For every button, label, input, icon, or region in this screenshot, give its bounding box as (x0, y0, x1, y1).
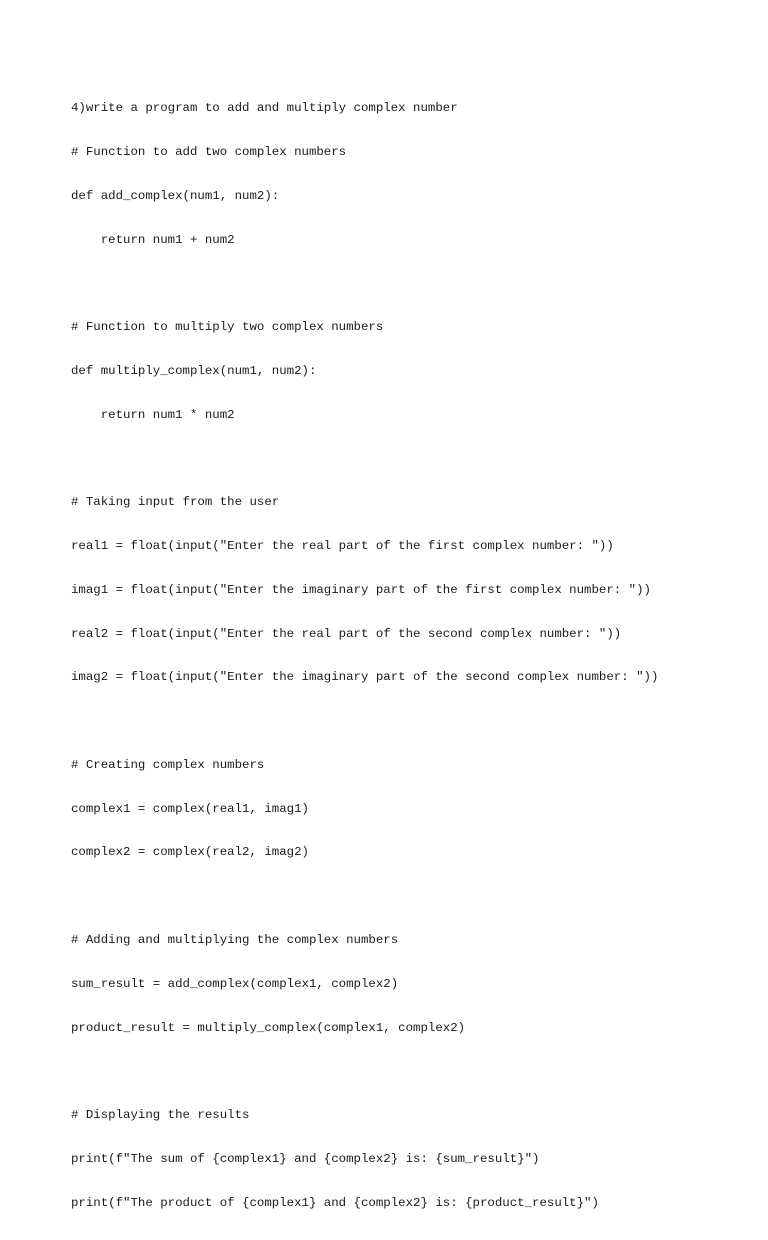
code-line: def add_complex(num1, num2): (71, 188, 280, 203)
code-line: print(f"The product of {complex1} and {complex2} is: {product_result}") (71, 1195, 599, 1210)
code-line: complex1 = complex(real1, imag1) (71, 801, 309, 816)
code-line: return num1 * num2 (71, 407, 235, 422)
code-line: sum_result = add_complex(complex1, complex2) (71, 976, 399, 991)
code-line: def multiply_complex(num1, num2): (71, 363, 317, 378)
code-line: # Function to add two complex numbers (71, 144, 347, 159)
code-line: real2 = float(input("Enter the real part of the second complex number: ")) (71, 626, 622, 641)
code-line: product_result = multiply_complex(complex1, complex2) (71, 1020, 466, 1035)
code-line: # Taking input from the user (71, 495, 280, 510)
blank-line (71, 451, 751, 466)
code-line: real1 = float(input("Enter the real part of the first complex number: ")) (71, 539, 614, 553)
code-line: # Adding and multiplying the complex numbers (71, 933, 399, 948)
code-line: return num1 + num2 (71, 232, 235, 247)
blank-line (71, 889, 751, 904)
blank-line (71, 1064, 751, 1079)
blank-line (71, 714, 751, 729)
code-line: imag2 = float(input("Enter the imaginary part of the second complex number: ")) (71, 670, 659, 685)
code-line: imag1 = float(input("Enter the imaginary part of the first complex number: ")) (71, 582, 651, 597)
code-line: print(f"The sum of {complex1} and {complex2} is: {sum_result}") (71, 1151, 540, 1166)
question-heading: 4)write a program to add and multiply complex number (71, 101, 458, 116)
code-line: # Creating complex numbers (71, 757, 265, 772)
code-line: complex2 = complex(real2, imag2) (71, 845, 309, 860)
code-line: # Displaying the results (71, 1108, 250, 1123)
blank-line (71, 276, 751, 291)
code-listing (71, 72, 751, 1240)
code-line: # Function to multiply two complex numbers (71, 320, 384, 335)
